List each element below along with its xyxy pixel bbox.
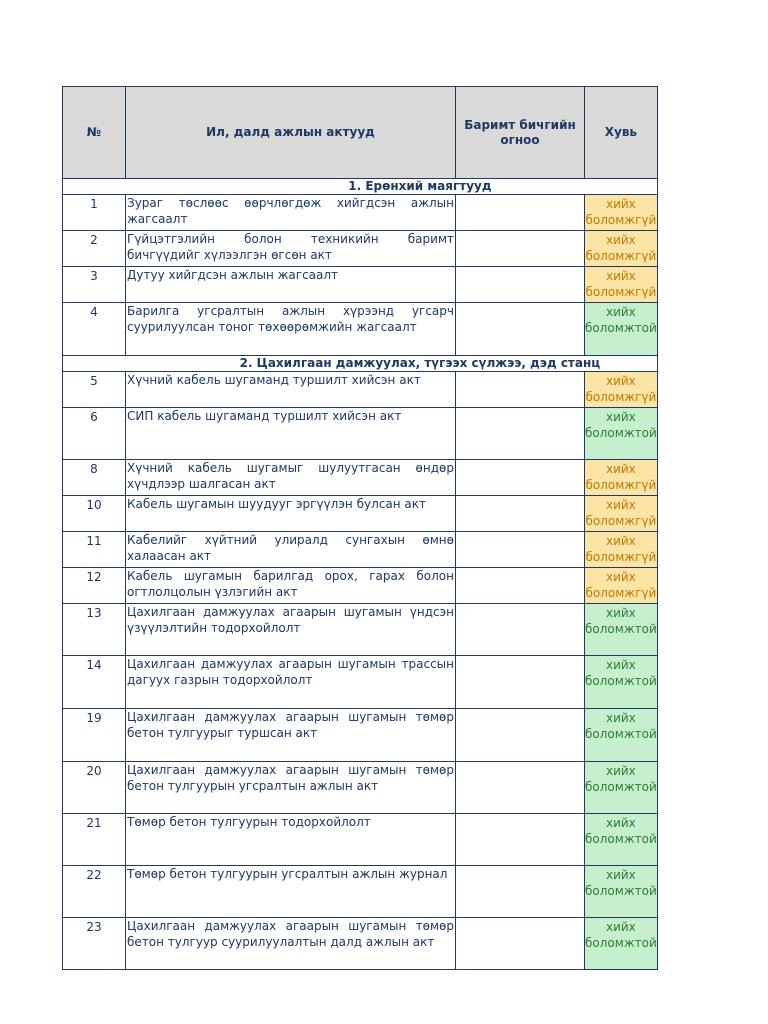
header-status: Хувь bbox=[585, 87, 658, 179]
row-number: 20 bbox=[63, 762, 126, 814]
document-date bbox=[456, 866, 585, 918]
document-date bbox=[456, 709, 585, 762]
act-title: Төмөр бетон тулгуурын тодорхойлолт bbox=[126, 814, 456, 866]
status-badge: хийх боломжгүй bbox=[585, 496, 658, 532]
section-title: 1. Ерөнхий маягтууд bbox=[63, 179, 658, 195]
table-row bbox=[63, 814, 658, 866]
act-title: Барилга угсралтын ажлын хүрээнд угсарч суурилуулсан тоног төхөөрөмжийн жагсаалт bbox=[126, 303, 456, 356]
table-row bbox=[63, 604, 658, 656]
document-date bbox=[456, 814, 585, 866]
row-number: 22 bbox=[63, 866, 126, 918]
document-date bbox=[456, 532, 585, 568]
status-badge: хийх боломжтой bbox=[585, 604, 658, 656]
document-date bbox=[456, 408, 585, 460]
row-number: 14 bbox=[63, 656, 126, 709]
document-date bbox=[456, 762, 585, 814]
table-row bbox=[63, 568, 658, 604]
document-date bbox=[456, 303, 585, 356]
act-title: Цахилгаан дамжуулах агаарын шугамын төмөр бетон тулгуурыг туршсан акт bbox=[126, 709, 456, 762]
status-badge: хийх боломжтой bbox=[585, 408, 658, 460]
section-title: 2. Цахилгаан дамжуулах, түгээх сүлжээ, дэд станц bbox=[63, 356, 658, 372]
document-date bbox=[456, 231, 585, 267]
status-badge: хийх боломжгүй bbox=[585, 532, 658, 568]
table-row bbox=[63, 231, 658, 267]
status-badge: хийх боломжгүй bbox=[585, 372, 658, 408]
header-num: № bbox=[63, 87, 126, 179]
row-number: 11 bbox=[63, 532, 126, 568]
header-date: Баримт бичгийн огноо bbox=[456, 87, 585, 179]
act-title: Төмөр бетон тулгуурын угсралтын ажлын журнал bbox=[126, 866, 456, 918]
table-row bbox=[63, 408, 658, 460]
document-date bbox=[456, 568, 585, 604]
table-row bbox=[63, 195, 658, 231]
act-title: Цахилгаан дамжуулах агаарын шугамын төмөр бетон тулгуурын угсралтын ажлын акт bbox=[126, 762, 456, 814]
row-number: 6 bbox=[63, 408, 126, 460]
row-number: 1 bbox=[63, 195, 126, 231]
table-row bbox=[63, 303, 658, 356]
table-row bbox=[63, 532, 658, 568]
act-title: Цахилгаан дамжуулах агаарын шугамын трассын дагуух газрын тодорхойлолт bbox=[126, 656, 456, 709]
status-badge: хийх боломжтой bbox=[585, 814, 658, 866]
row-number: 4 bbox=[63, 303, 126, 356]
table-row bbox=[63, 762, 658, 814]
acts-table bbox=[62, 86, 658, 970]
act-title: Кабель шугамын шуудууг эргүүлэн булсан акт bbox=[126, 496, 456, 532]
document-date bbox=[456, 460, 585, 496]
status-badge: хийх боломжтой bbox=[585, 866, 658, 918]
status-badge: хийх боломжгүй bbox=[585, 568, 658, 604]
act-title: Гүйцэтгэлийн болон техникийн баримт бичгүүдийг хүлээлгэн өгсөн акт bbox=[126, 231, 456, 267]
table-row bbox=[63, 267, 658, 303]
row-number: 12 bbox=[63, 568, 126, 604]
status-badge: хийх боломжгүй bbox=[585, 231, 658, 267]
section-row bbox=[63, 356, 658, 372]
header-row bbox=[63, 87, 658, 179]
table-row bbox=[63, 918, 658, 970]
status-badge: хийх боломжтой bbox=[585, 762, 658, 814]
row-number: 2 bbox=[63, 231, 126, 267]
row-number: 10 bbox=[63, 496, 126, 532]
row-number: 5 bbox=[63, 372, 126, 408]
row-number: 19 bbox=[63, 709, 126, 762]
row-number: 3 bbox=[63, 267, 126, 303]
status-badge: хийх боломжтой bbox=[585, 709, 658, 762]
table-row bbox=[63, 656, 658, 709]
table-row bbox=[63, 372, 658, 408]
act-title: Хүчний кабель шугаманд туршилт хийсэн акт bbox=[126, 372, 456, 408]
document-date bbox=[456, 372, 585, 408]
status-badge: хийх боломжгүй bbox=[585, 460, 658, 496]
document-date bbox=[456, 267, 585, 303]
act-title: Дутуу хийгдсэн ажлын жагсаалт bbox=[126, 267, 456, 303]
document-date bbox=[456, 918, 585, 970]
row-number: 13 bbox=[63, 604, 126, 656]
table-row bbox=[63, 866, 658, 918]
table-body bbox=[63, 179, 658, 970]
act-title: Цахилгаан дамжуулах агаарын шугамын үндсэн үзүүлэлтийн тодорхойлолт bbox=[126, 604, 456, 656]
table-row bbox=[63, 709, 658, 762]
act-title: Цахилгаан дамжуулах агаарын шугамын төмөр бетон тулгуур суурилуулалтын далд ажлын акт bbox=[126, 918, 456, 970]
header-acts: Ил, далд ажлын актууд bbox=[126, 87, 456, 179]
table-row bbox=[63, 496, 658, 532]
row-number: 21 bbox=[63, 814, 126, 866]
status-badge: хийх боломжгүй bbox=[585, 267, 658, 303]
document-date bbox=[456, 656, 585, 709]
act-title: СИП кабель шугаманд туршилт хийсэн акт bbox=[126, 408, 456, 460]
table-row bbox=[63, 460, 658, 496]
section-row bbox=[63, 179, 658, 195]
status-badge: хийх боломжтой bbox=[585, 918, 658, 970]
status-badge: хийх боломжгүй bbox=[585, 195, 658, 231]
row-number: 8 bbox=[63, 460, 126, 496]
status-badge: хийх боломжтой bbox=[585, 656, 658, 709]
document-date bbox=[456, 496, 585, 532]
act-title: Кабель шугамын барилгад орох, гарах болон огтлолцолын үзлэгийн акт bbox=[126, 568, 456, 604]
row-number: 23 bbox=[63, 918, 126, 970]
act-title: Зураг төслөөс өөрчлөгдөж хийгдсэн ажлын жагсаалт bbox=[126, 195, 456, 231]
act-title: Хүчний кабель шугамыг шулуутгасан өндөр хүчдлээр шалгасан акт bbox=[126, 460, 456, 496]
document-date bbox=[456, 195, 585, 231]
status-badge: хийх боломжтой bbox=[585, 303, 658, 356]
document-date bbox=[456, 604, 585, 656]
act-title: Кабелийг хүйтний улиралд сунгахын өмнө халаасан акт bbox=[126, 532, 456, 568]
